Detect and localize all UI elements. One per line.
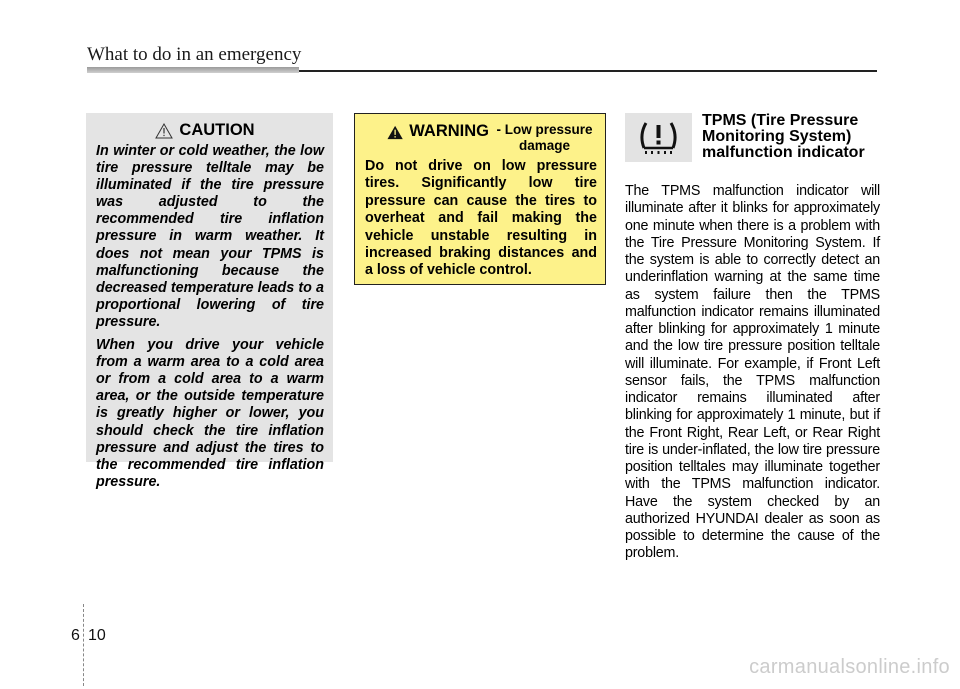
caution-box xyxy=(86,113,333,490)
page-divider xyxy=(83,604,84,686)
caution-heading: CAUTION xyxy=(179,121,255,139)
watermark-text: carmanualsonline.info xyxy=(749,656,950,678)
warning-heading: WARNING xyxy=(409,122,489,140)
page-number: 10 xyxy=(88,627,106,644)
warning-heading-row xyxy=(365,122,597,154)
caution-heading-row xyxy=(86,121,324,140)
warning-box xyxy=(354,113,606,285)
header-rule xyxy=(299,70,877,72)
tpms-section-title: TPMS (Tire Pressure Monitoring System) malfunction indicator xyxy=(702,112,865,161)
caution-paragraph: When you drive your vehicle from a warm area to a cold area or from a cold area to a warm area, or the outside temperature is greatly higher or lower, you should check the tire inflation pressure and adjust the tires to the recommended tire inflation pressure. xyxy=(96,337,324,490)
tpms-malfunction-icon xyxy=(625,113,692,162)
header-title: What to do in an emergency xyxy=(87,44,302,65)
caution-triangle-icon xyxy=(155,123,173,139)
tpms-body-text: The TPMS malfunction indicator will illuminate after it blinks for approximately one minute when there is a problem with the Tire Pressure Monitoring System. If the system is able to correctly detect an underinflation warning at the same time as system failure then the TPMS malfunction indicator remains illuminated after blinking for approximately 1 minute and the low tire pressure position telltale will illuminate. For example, if Front Left sensor fails, the TPMS malfunction indicator remains illuminated after blinking for approximately 1 minute, but if the Front Right, Rear Left, or Rear Right tire is under-inflated, the low tire pressure position telltales may illuminate together with the TPMS malfunction indicator. Have the system checked by an authorized HYUNDAI dealer as soon as possible to determine the cause of the problem. xyxy=(625,183,880,562)
warning-subtitle: - Low pressure damage xyxy=(496,122,593,153)
header-bar xyxy=(87,67,299,73)
warning-triangle-icon xyxy=(387,125,403,140)
caution-paragraph: In winter or cold weather, the low tire pressure telltale may be illuminated if the tire pressure was adjusted to the recommended tire inflation pressure in warm weather. It does not mean your TPMS is malfunctioning because the decreased temperature leads to a proportional lowering of tire pressure. xyxy=(96,143,324,330)
warning-text: Do not drive on low pressure tires. Significantly low tire pressure can cause the tires to overheat and fail making the vehicle unstable resulting in increased braking distances and a loss of vehicle control. xyxy=(365,158,597,279)
chapter-number: 6 xyxy=(71,627,80,644)
